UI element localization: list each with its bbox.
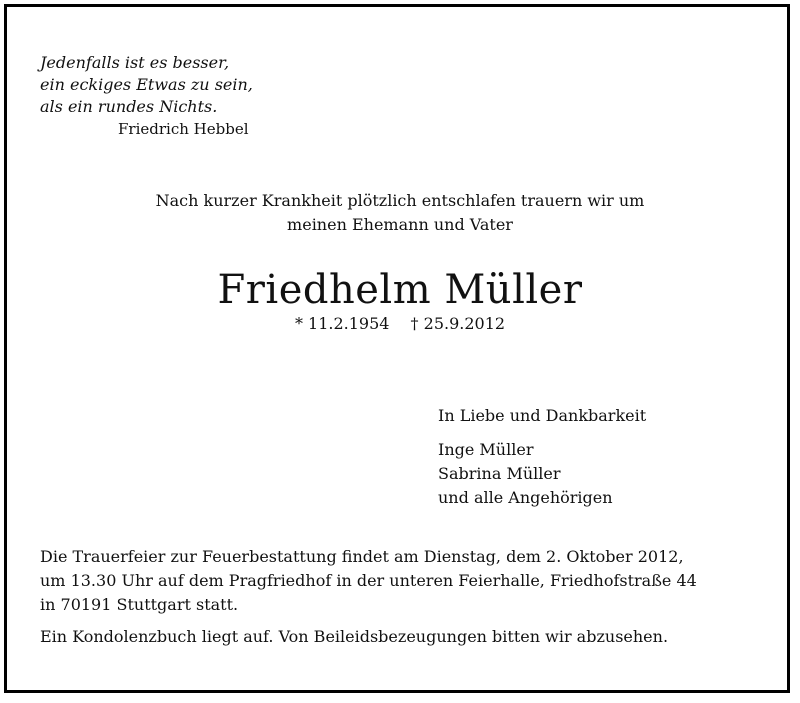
quote-line: ein eckiges Etwas zu sein,: [40, 75, 253, 94]
intro-line-2: meinen Ehemann und Vater: [287, 215, 513, 234]
mourner-name: Sabrina Müller: [438, 464, 561, 483]
mourner-name: Inge Müller: [438, 440, 534, 459]
mourner-name: und alle Angehörigen: [438, 488, 613, 507]
quote-line: Jedenfalls ist es besser,: [40, 53, 230, 72]
funeral-details: [40, 545, 760, 617]
life-dates: [0, 312, 800, 336]
birth-date: * 11.2.1954: [294, 314, 390, 333]
epigraph-quote: [40, 52, 253, 140]
death-date: † 25.9.2012: [410, 314, 506, 333]
intro-text: [0, 189, 800, 237]
funeral-line: um 13.30 Uhr auf dem Pragfriedhof in der unteren Feierhalle, Friedhofstraße 44: [40, 571, 697, 590]
intro-line-1: Nach kurzer Krankheit plötzlich entschlafen trauern wir um: [155, 191, 645, 210]
mourners-block: [438, 404, 646, 510]
closing-phrase: In Liebe und Dankbarkeit: [438, 406, 647, 425]
quote-author: Friedrich Hebbel: [118, 120, 249, 138]
funeral-line: in 70191 Stuttgart statt.: [40, 595, 239, 614]
condolence-note: Ein Kondolenzbuch liegt auf. Von Beileidsbezeugungen bitten wir abzusehen.: [40, 627, 669, 646]
deceased-name: Friedhelm Müller: [217, 267, 583, 313]
quote-line: als ein rundes Nichts.: [40, 97, 218, 116]
funeral-line: Die Trauerfeier zur Feuerbestattung findet am Dienstag, dem 2. Oktober 2012,: [40, 547, 684, 566]
